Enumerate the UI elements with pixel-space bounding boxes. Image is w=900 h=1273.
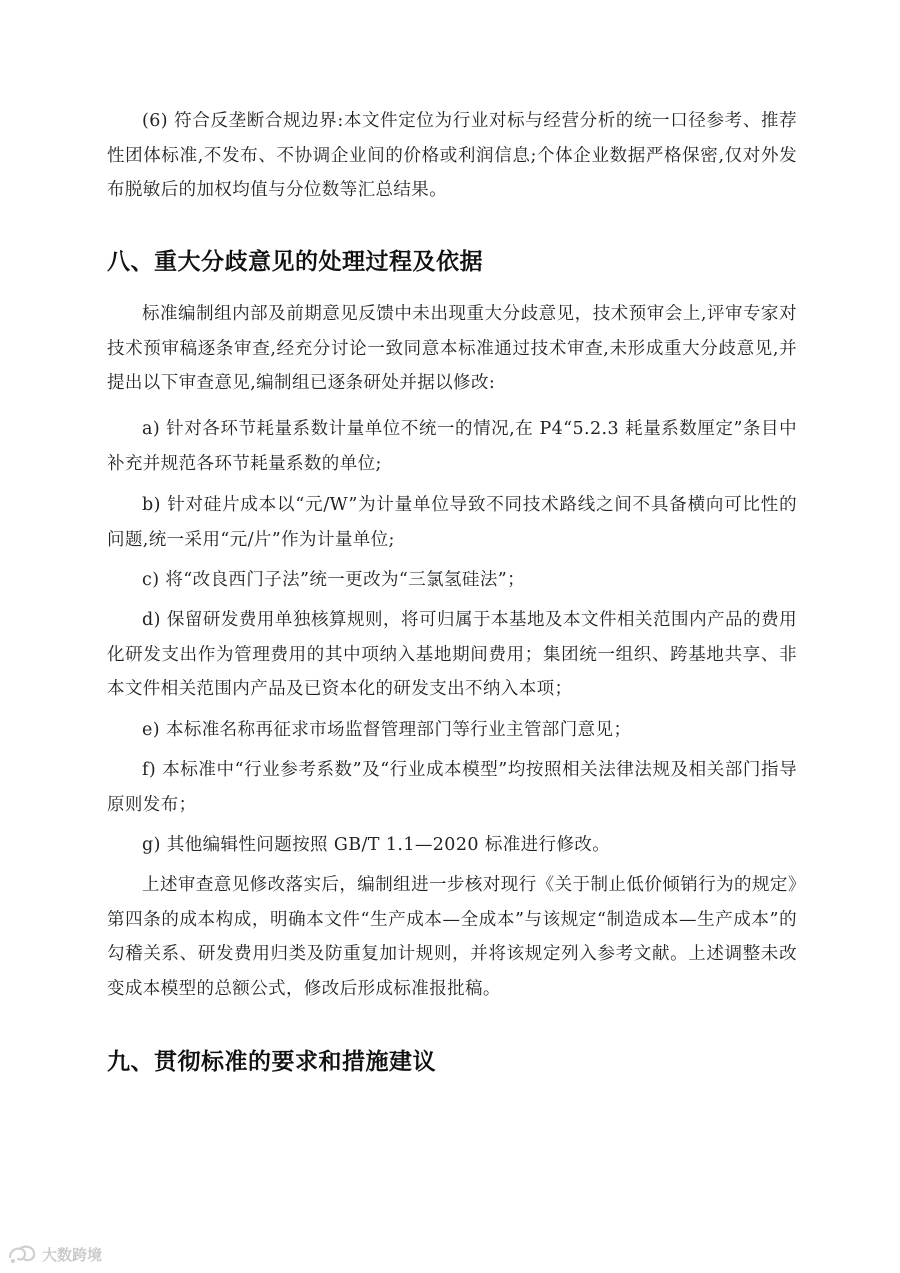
section-9-heading: 九、贯彻标准的要求和措施建议 bbox=[107, 1049, 436, 1075]
review-item-f: f) 本标准中“行业参考系数”及“行业成本模型”均按照相关法律法规及相关部门指导原则发布； bbox=[107, 760, 797, 815]
review-item-g: g) 其他编辑性问题按照 GB/T 1.1—2020 标准进行修改。 bbox=[142, 835, 611, 855]
brand-logo-icon bbox=[6, 1243, 38, 1265]
section-8-heading: 八、重大分歧意见的处理过程及依据 bbox=[107, 249, 483, 275]
review-item-d: d) 保留研发费用单独核算规则，将可归属于本基地及本文件相关范围内产品的费用化研发支出作为管理费用的其中项纳入基地期间费用；集团统一组织、跨基地共享、非本文件相关范围内产品及已资本化的研发支出不纳入本项； bbox=[107, 610, 797, 699]
review-item-a: a) 针对各环节耗量系数计量单位不统一的情况,在 P4“5.2.3 耗量系数厘定”条目中补充并规范各环节耗量系数的单位; bbox=[107, 419, 797, 474]
review-item-b: b) 针对硅片成本以“元/W”为计量单位导致不同技术路线之间不具备横向可比性的问题,统一采用“元/片”作为计量单位; bbox=[107, 495, 797, 550]
section-8-intro-paragraph: 标准编制组内部及前期意见反馈中未出现重大分歧意见，技术预审会上,评审专家对技术预审稿逐条审查,经充分讨论一致同意本标准通过技术审查,未形成重大分歧意见,并提出以下审查意见,编制组已逐条研处并据以修改: bbox=[107, 304, 797, 393]
review-item-e: e) 本标准名称再征求市场监督管理部门等行业主管部门意见； bbox=[142, 720, 632, 740]
paragraph-antitrust-boundary: (6) 符合反垄断合规边界:本文件定位为行业对标与经营分析的统一口径参考、推荐性团体标准,不发布、不协调企业间的价格或利润信息;个体企业数据严格保密,仅对外发布脱敏后的加权均值与分位数等汇总结果。 bbox=[107, 111, 797, 200]
review-item-c: c) 将“改良西门子法”统一更改为“三氯氢硅法”； bbox=[142, 570, 525, 590]
watermark-text: 大数跨境 bbox=[42, 1245, 103, 1264]
watermark bbox=[6, 1243, 102, 1265]
section-8-closing-paragraph: 上述审查意见修改落实后，编制组进一步核对现行《关于制止低价倾销行为的规定》第四条的成本构成，明确本文件“生产成本—全成本”与该规定“制造成本—生产成本”的勾稽关系、研发费用归类及防重复加计规则，并将该规定列入参考文献。上述调整未改变成本模型的总额公式，修改后形成标准报批稿。 bbox=[107, 875, 797, 999]
